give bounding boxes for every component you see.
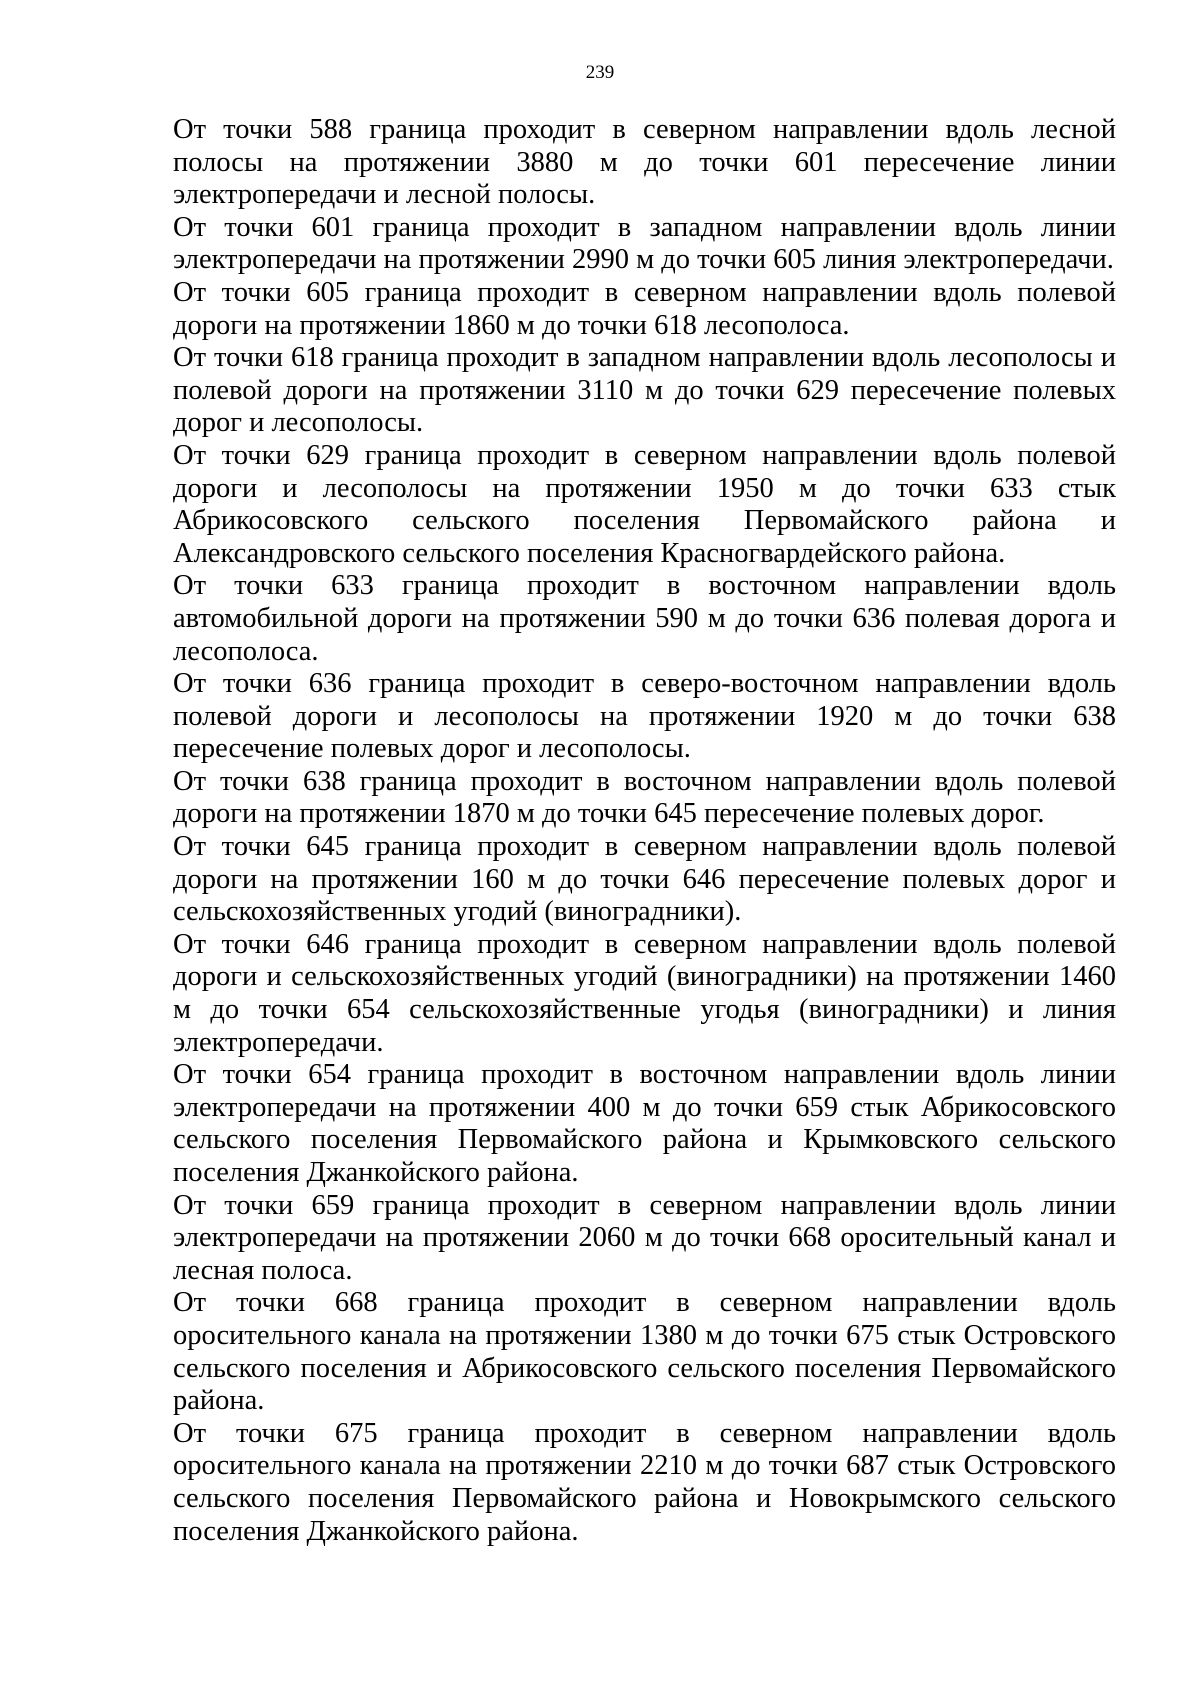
paragraph: От точки 645 граница проходит в северном направлении вдоль полевой дороги на протяжении 160 м до точки 646 пересечение полевых дорог и сельскохозяйственных угодий (виноградники). <box>173 831 1116 928</box>
paragraph: От точки 633 граница проходит в восточном направлении вдоль автомобильной дороги на протяжении 590 м до точки 636 полевая дорога и лесополоса. <box>173 570 1116 667</box>
page-number: 239 <box>585 62 615 83</box>
paragraph: От точки 654 граница проходит в восточном направлении вдоль линии электропередачи на протяжении 400 м до точки 659 стык Абрикосовского сельского поселения Первомайского района и Крымковского сельского поселения Джанкойского района. <box>173 1059 1116 1188</box>
document-body <box>173 114 1116 1548</box>
paragraph: От точки 675 граница проходит в северном направлении вдоль оросительного канала на протяжении 2210 м до точки 687 стык Островского сельского поселения Первомайского района и Новокрымского сельского поселения Джанкойского района. <box>173 1417 1116 1547</box>
paragraph: От точки 659 граница проходит в северном направлении вдоль линии электропередачи на протяжении 2060 м до точки 668 оросительный канал и лесная полоса. <box>173 1189 1116 1286</box>
paragraph: От точки 636 граница проходит в северо-восточном направлении вдоль полевой дороги и лесополосы на протяжении 1920 м до точки 638 пересечение полевых дорог и лесополосы. <box>173 668 1116 765</box>
paragraph: От точки 601 граница проходит в западном направлении вдоль линии электропередачи на протяжении 2990 м до точки 605 линия электропередачи. <box>173 211 1116 276</box>
paragraph: От точки 588 граница проходит в северном направлении вдоль лесной полосы на протяжении 3880 м до точки 601 пересечение линии электропередачи и лесной полосы. <box>173 114 1116 211</box>
paragraph: От точки 646 граница проходит в северном направлении вдоль полевой дороги и сельскохозяйственных угодий (виноградники) на протяжении 1460 м до точки 654 сельскохозяйственные угодья (виноградники) и линия электропередачи. <box>173 928 1116 1058</box>
paragraph: От точки 605 граница проходит в северном направлении вдоль полевой дороги на протяжении 1860 м до точки 618 лесополоса. <box>173 276 1116 341</box>
paragraph: От точки 638 граница проходит в восточном направлении вдоль полевой дороги на протяжении 1870 м до точки 645 пересечение полевых дорог. <box>173 765 1116 830</box>
paragraph: От точки 629 граница проходит в северном направлении вдоль полевой дороги и лесополосы на протяжении 1950 м до точки 633 стык Абрикосовского сельского поселения Первомайского района и Александровского сельского поселения Красногвардейского района. <box>173 439 1116 569</box>
paragraph: От точки 668 граница проходит в северном направлении вдоль оросительного канала на протяжении 1380 м до точки 675 стык Островского сельского поселения и Абрикосовского сельского поселения Первомайского района. <box>173 1287 1116 1417</box>
paragraph: От точки 618 граница проходит в западном направлении вдоль лесополосы и полевой дороги на протяжении 3110 м до точки 629 пересечение полевых дорог и лесополосы. <box>173 342 1116 439</box>
